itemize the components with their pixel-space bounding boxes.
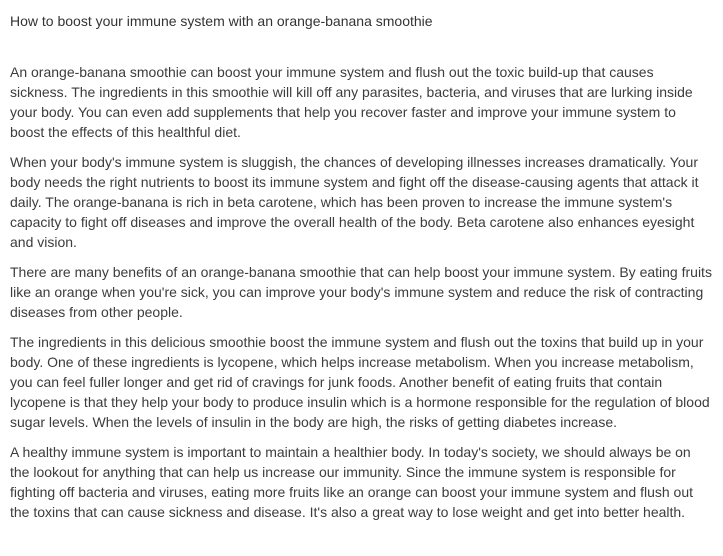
article-paragraph: An orange-banana smoothie can boost your immune system and flush out the toxic build-up that causes sickness. The ingredients in this smoothie will kill off any parasites, bacteria, and viruses that are lurking inside your body. You can even add supplements that help you recover faster and improve your immune system to boost the effects of this healthful diet. — [10, 64, 693, 140]
article-paragraph: When your body's immune system is sluggish, the chances of developing illnesses increases dramatically. Your body needs the right nutrients to boost its immune system and fight off the disease-causing agents that attack it daily. The orange-banana is rich in beta carotene, which has been proven to increase the immune system's capacity to fight off diseases and improve the overall health of the body. Beta carotene also enhances eyesight and vision. — [10, 154, 699, 250]
article-paragraph: A healthy immune system is important to maintain a healthier body. In today's society, we should always be on the lookout for anything that can help us increase our immunity. Since the immune system is responsible for fighting off bacteria and viruses, eating more fruits like an orange can boost your immune system and flush out the toxins that can cause sickness and disease. It's also a great way to lose weight and get into better health. — [10, 444, 693, 520]
article-paragraph: The ingredients in this delicious smoothie boost the immune system and flush out the toxins that build up in your body. One of these ingredients is lycopene, which helps increase metabolism. When you increase metabolism, you can feel fuller longer and get rid of cravings for junk foods. Another benefit of eating fruits that contain lycopene is that they help your body to produce insulin which is a hormone responsible for the regulation of blood sugar levels. When the levels of insulin in the body are high, the risks of getting diabetes increase. — [10, 334, 710, 430]
article-paragraph: There are many benefits of an orange-banana smoothie that can help boost your immune system. By eating fruits like an orange when you're sick, you can improve your body's immune system and reduce the risk of contracting diseases from other people. — [10, 264, 712, 320]
article-title: How to boost your immune system with an orange-banana smoothie — [10, 13, 433, 29]
article — [10, 12, 712, 532]
